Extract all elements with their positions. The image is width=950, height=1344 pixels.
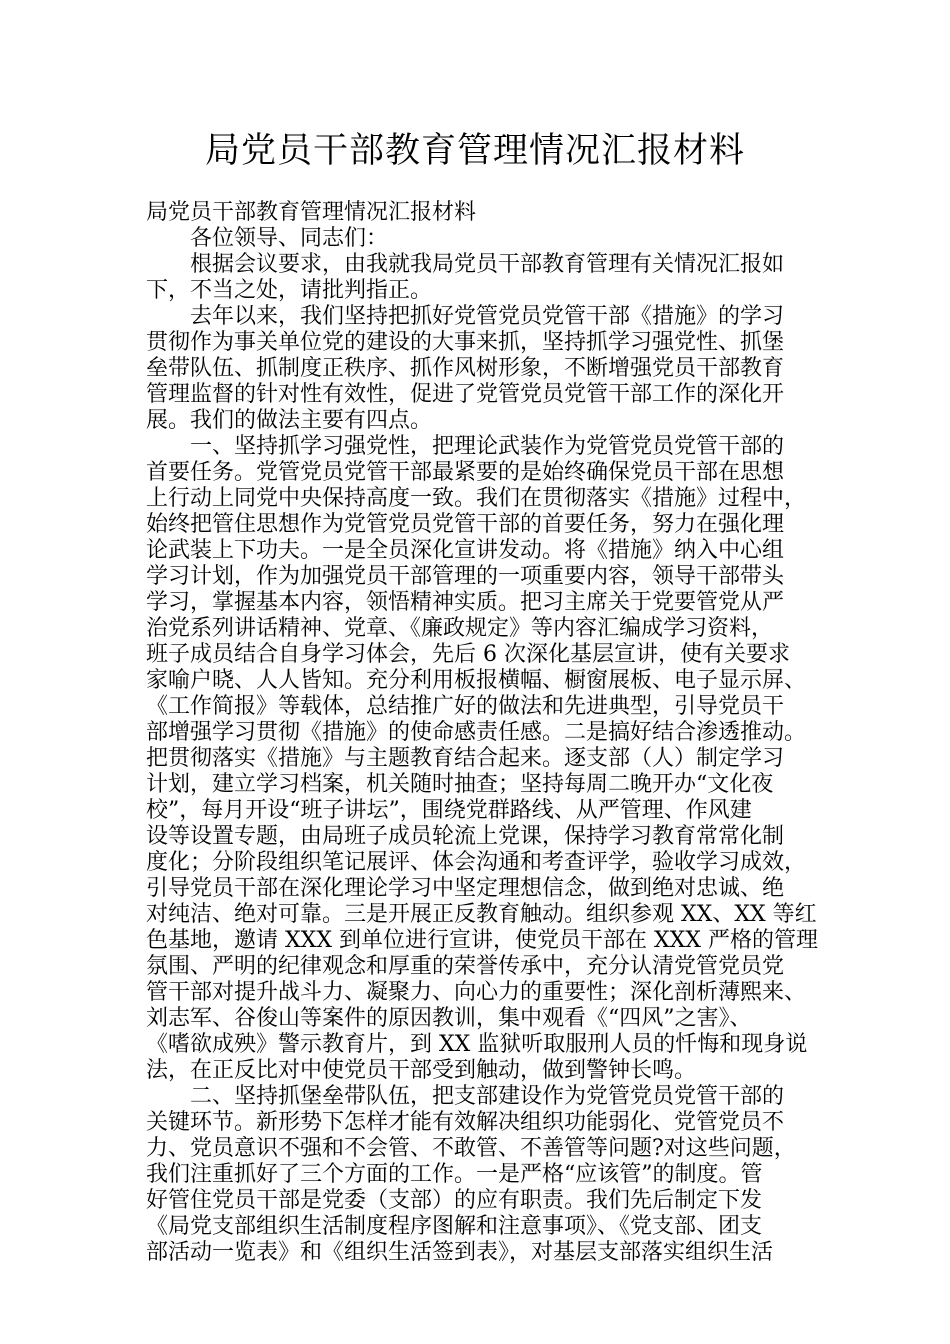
text-line: 上行动上同党中央保持高度一致。我们在贯彻落实《措施》过程中， xyxy=(146,486,807,511)
text-line: 展。我们的做法主要有四点。 xyxy=(146,408,433,433)
text-line: 引导党员干部在深化理论学习中坚定理想信念，做到绝对忠诚、绝 xyxy=(146,876,785,901)
text-line: 局党员干部教育管理情况汇报材料 xyxy=(146,200,477,225)
text-line: 垒带队伍、抓制度正秩序、抓作风树形象，不断增强党员干部教育 xyxy=(146,356,785,381)
text-line: 学习计划，作为加强党员干部管理的一项重要内容，领导干部带头 xyxy=(146,564,785,589)
text-line: 贯彻作为事关单位党的建设的大事来抓，坚持抓学习强党性、抓堡 xyxy=(146,330,785,355)
text-line: 首要任务。党管党员党管干部最紧要的是始终确保党员干部在思想 xyxy=(146,460,785,485)
text-line: 我们注重抓好了三个方面的工作。一是严格“应该管”的制度。管 xyxy=(146,1162,763,1187)
text-line: 始终把管住思想作为党管党员党管干部的首要任务，努力在强化理 xyxy=(146,512,785,537)
text-line: 下，不当之处，请批判指正。 xyxy=(146,278,433,303)
text-line: 法，在正反比对中使党员干部受到触动，做到警钟长鸣。 xyxy=(146,1058,697,1083)
text-line: 学习，掌握基本内容，领悟精神实质。把习主席关于党要管党从严 xyxy=(146,590,785,615)
text-line: 各位领导、同志们： xyxy=(146,226,389,251)
text-line: 《工作简报》等载体，总结推广好的做法和先进典型，引导党员干 xyxy=(146,694,785,719)
text-line: 氛围、严明的纪律观念和厚重的荣誉传承中，充分认清党管党员党 xyxy=(146,954,785,979)
text-line: 部增强学习贯彻《措施》的使命感责任感。二是搞好结合渗透推动。 xyxy=(146,720,807,745)
text-line: 《嗜欲成殃》警示教育片，到 XX 监狱听取服刑人员的忏悔和现身说 xyxy=(146,1032,808,1057)
text-line: 根据会议要求，由我就我局党员干部教育管理有关情况汇报如 xyxy=(146,252,785,277)
text-line: 论武装上下功夫。一是全员深化宣讲发动。将《措施》纳入中心组 xyxy=(146,538,785,563)
text-line: 力、党员意识不强和不会管、不敢管、不善管等问题?对这些问题， xyxy=(146,1136,796,1161)
text-line: 色基地，邀请 XXX 到单位进行宣讲，使党员干部在 XXX 严格的管理 xyxy=(146,928,818,953)
text-line: 度化；分阶段组织笔记展评、体会沟通和考查评学，验收学习成效， xyxy=(146,850,807,875)
document-body xyxy=(146,200,826,1266)
text-line: 关键环节。新形势下怎样才能有效解决组织功能弱化、党管党员不 xyxy=(146,1110,785,1135)
text-line: 把贯彻落实《措施》与主题教育结合起来。逐支部（人）制定学习 xyxy=(146,746,785,771)
text-line: 去年以来，我们坚持把抓好党管党员党管干部《措施》的学习 xyxy=(146,304,785,329)
text-line: 设等设置专题，由局班子成员轮流上党课，保持学习教育常常化制 xyxy=(146,824,785,849)
text-line: 对纯洁、绝对可靠。三是开展正反教育触动。组织参观 XX、XX 等红 xyxy=(146,902,817,927)
text-line: 一、坚持抓学习强党性，把理论武装作为党管党员党管干部的 xyxy=(146,434,785,459)
text-line: 计划，建立学习档案，机关随时抽查；坚持每周二晚开办“文化夜 xyxy=(146,772,774,797)
text-line: 管干部对提升战斗力、凝聚力、向心力的重要性；深化剖析薄熙来、 xyxy=(146,980,807,1005)
text-line: 《局党支部组织生活制度程序图解和注意事项》、《党支部、团支 xyxy=(146,1214,763,1239)
document-title: 局党员干部教育管理情况汇报材料 xyxy=(204,131,745,171)
text-line: 二、坚持抓堡垒带队伍，把支部建设作为党管党员党管干部的 xyxy=(146,1084,785,1109)
text-line: 家喻户晓、人人皆知。充分利用板报横幅、橱窗展板、电子显示屏、 xyxy=(146,668,807,693)
text-line: 刘志军、谷俊山等案件的原因教训，集中观看《“四风”之害》、 xyxy=(146,1006,752,1031)
text-line: 部活动一览表》和《组织生活签到表》，对基层支部落实组织生活 xyxy=(146,1240,774,1265)
text-line: 班子成员结合自身学习体会，先后 6 次深化基层宣讲，使有关要求 xyxy=(146,642,790,667)
text-line: 校”，每月开设“班子讲坛”，围绕党群路线、从严管理、作风建 xyxy=(146,798,752,823)
text-line: 管理监督的针对性有效性，促进了党管党员党管干部工作的深化开 xyxy=(146,382,785,407)
text-line: 治党系列讲话精神、党章、《廉政规定》等内容汇编成学习资料， xyxy=(146,616,774,641)
text-line: 好管住党员干部是党委（支部）的应有职责。我们先后制定下发 xyxy=(146,1188,763,1213)
